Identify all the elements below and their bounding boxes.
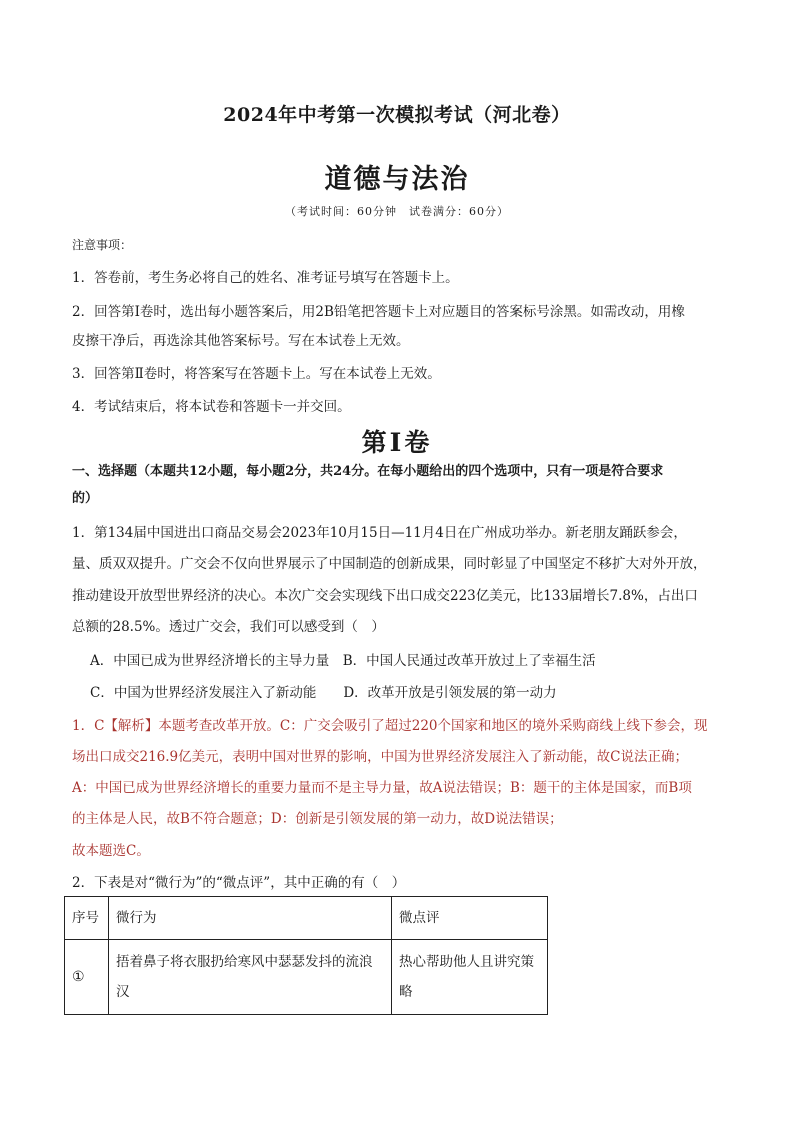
- notice-item: 2．回答第Ⅰ卷时，选出每小题答案后，用2B铅笔把答题卡上对应题目的答案标号涂黑。如需改动，用橡: [72, 304, 685, 320]
- q1-stem-line: 量、质双双提升。广交会不仅向世界展示了中国制造的创新成果，同时彰显了中国坚定不移扩大对外开放，: [72, 556, 707, 572]
- notice-item: 4．考试结束后，将本试卷和答题卡一并交回。: [72, 399, 351, 415]
- section-title: 第Ⅰ卷: [361, 428, 433, 457]
- exam-info: （考试时间：60分钟 试卷满分：60分）: [285, 205, 509, 218]
- cell-line: 热心帮助他人且讲究策: [399, 954, 534, 970]
- cell-line: 捂着鼻子将衣服扔给寒风中瑟瑟发抖的流浪: [116, 954, 373, 970]
- subject-title: 道德与法治: [324, 164, 470, 195]
- notice-item: 1．答卷前，考生务必将自己的姓名、准考证号填写在答题卡上。: [72, 270, 459, 286]
- table-header-row: [65, 897, 548, 940]
- cell-line: 汉: [116, 984, 130, 1000]
- exam-title: 2024年中考第一次模拟考试（河北卷）: [223, 104, 571, 126]
- q2-stem: 2．下表是对“微行为”的“微点评”，其中正确的有（ ）: [72, 875, 406, 891]
- notice-item: 3．回答第Ⅱ卷时，将答案写在答题卡上。写在本试卷上无效。: [72, 366, 441, 382]
- cell-line: 略: [399, 984, 413, 1000]
- q1-options-ab: A．中国已成为世界经济增长的主导力量 B．中国人民通过改革开放过上了幸福生活: [90, 653, 596, 669]
- section-instruction-continued: 的）: [72, 491, 99, 506]
- table-header-cell: 微点评: [392, 897, 548, 940]
- notice-item-continued: 皮擦干净后，再选涂其他答案标号。写在本试卷上无效。: [72, 333, 410, 349]
- q1-options-cd: C．中国为世界经济发展注入了新动能 D．改革开放是引领发展的第一动力: [90, 685, 557, 701]
- q1-analysis-line: 场出口成交216.9亿美元，表明中国对世界的影响，中国为世界经济发展注入了新动能，故C说法正确；: [72, 749, 688, 765]
- notice-heading: 注意事项：: [72, 238, 133, 252]
- q1-stem-line: 总额的28.5%。透过广交会，我们可以感受到（ ）: [72, 619, 385, 635]
- q1-analysis-line: A：中国已成为世界经济增长的重要力量而不是主导力量，故A说法错误；B：题干的主体是国家，而B项: [72, 780, 692, 796]
- q1-stem-line: 1．第134届中国进出口商品交易会2023年10月15日—11月4日在广州成功举办。新老朋友踊跃参会，: [72, 525, 687, 541]
- table-header-cell: 微行为: [109, 897, 392, 940]
- table-row: [65, 940, 548, 1015]
- q2-table: [64, 896, 548, 1015]
- q1-analysis-line: 1．C【解析】本题考查改革开放。C：广交会吸引了超过220个国家和地区的境外采购商线上线下参会，现: [72, 718, 708, 734]
- table-cell-number: ①: [65, 940, 109, 1015]
- table-header-cell: 序号: [65, 897, 109, 940]
- q1-stem-line: 推动建设开放型世界经济的决心。本次广交会实现线下出口成交223亿美元，比133届增长7.8%，占出口: [72, 588, 698, 604]
- table-cell-behavior: [109, 940, 392, 1015]
- q1-analysis-line: 故本题选C。: [72, 843, 150, 859]
- section-instruction: 一、选择题（本题共12小题，每小题2分，共24分。在每小题给出的四个选项中，只有一项是符合要求: [72, 464, 664, 479]
- table-cell-comment: [392, 940, 548, 1015]
- q1-analysis-line: 的主体是人民，故B不符合题意；D：创新是引领发展的第一动力，故D说法错误；: [72, 811, 563, 827]
